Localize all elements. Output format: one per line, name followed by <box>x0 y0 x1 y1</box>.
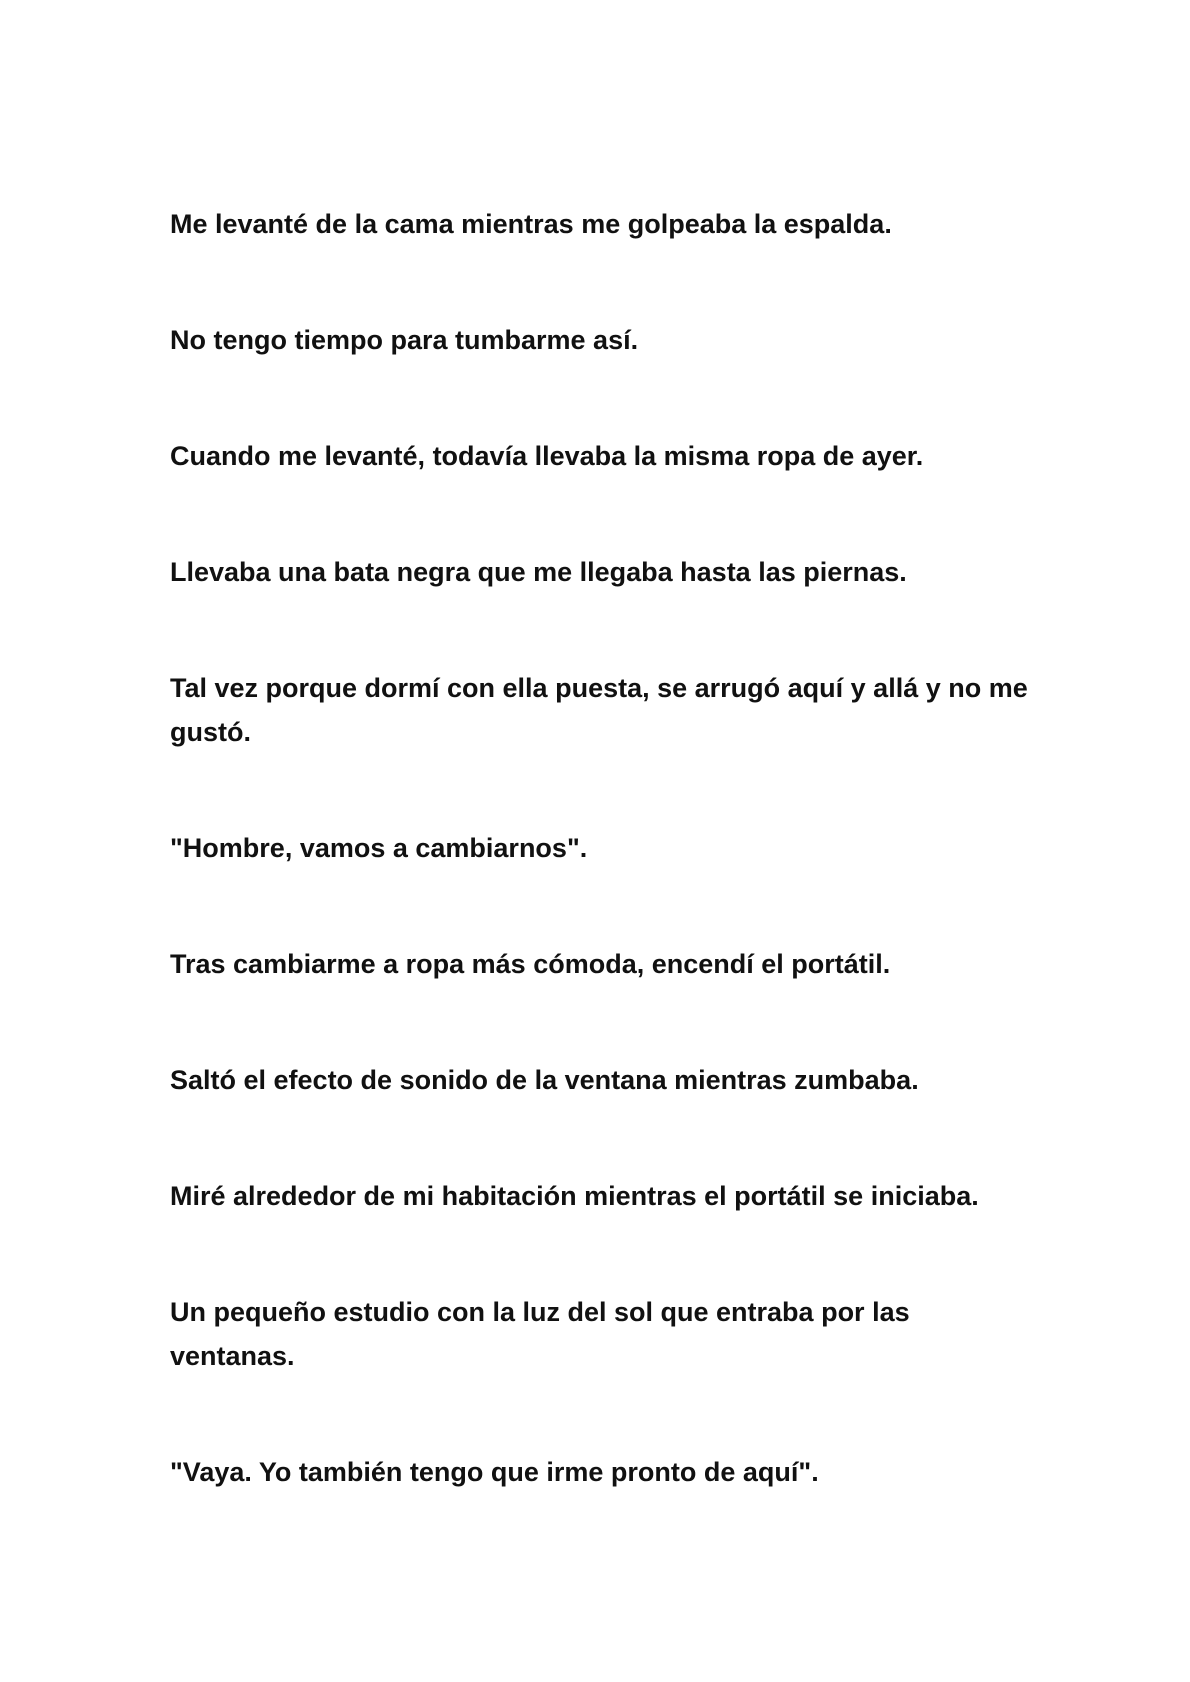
paragraph: Llevaba una bata negra que me llegaba hasta las piernas. <box>170 557 907 587</box>
paragraph: Saltó el efecto de sonido de la ventana mientras zumbaba. <box>170 1065 919 1095</box>
paragraph: Tras cambiarme a ropa más cómoda, encendí el portátil. <box>170 949 891 979</box>
paragraph: Miré alrededor de mi habitación mientras el portátil se iniciaba. <box>170 1181 979 1211</box>
paragraph: Cuando me levanté, todavía llevaba la misma ropa de ayer. <box>170 441 924 471</box>
paragraph: "Vaya. Yo también tengo que irme pronto de aquí". <box>170 1457 819 1487</box>
paragraph: "Hombre, vamos a cambiarnos". <box>170 833 588 863</box>
paragraph: No tengo tiempo para tumbarme así. <box>170 325 639 355</box>
paragraph: Tal vez porque dormí con ella puesta, se arrugó aquí y allá y no me gustó. <box>170 673 1028 747</box>
paragraph: Un pequeño estudio con la luz del sol que entraba por las ventanas. <box>170 1297 910 1371</box>
paragraph: Me levanté de la cama mientras me golpeaba la espalda. <box>170 209 892 239</box>
